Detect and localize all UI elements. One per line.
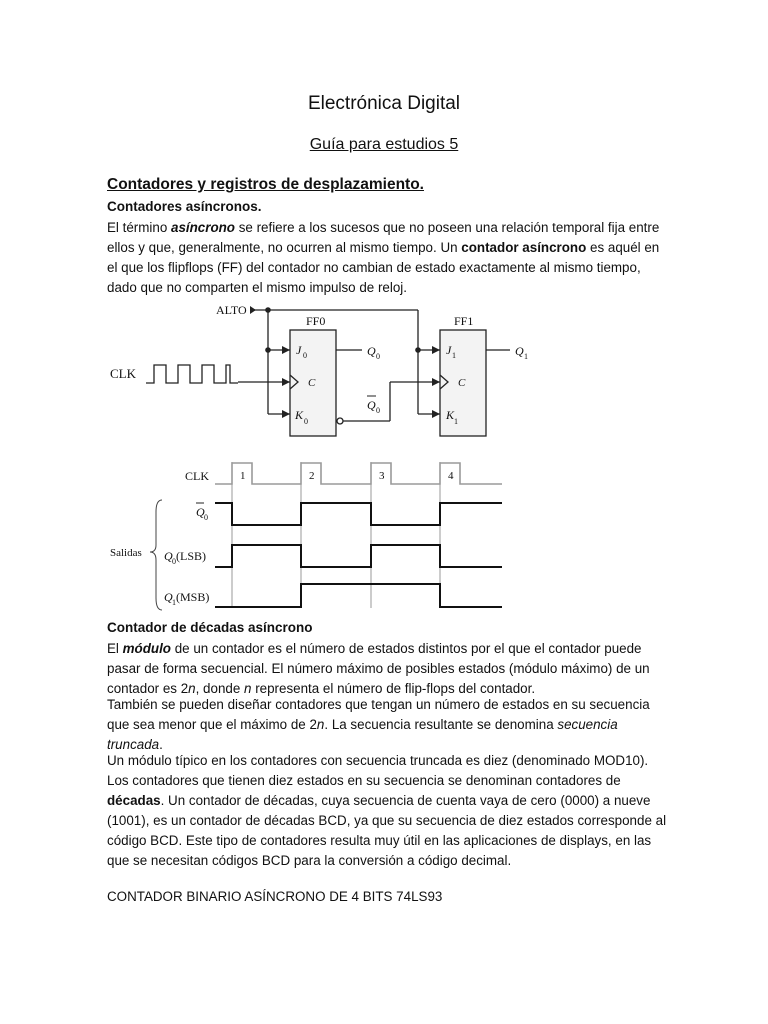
timing-q1-sub: 1 bbox=[172, 598, 176, 607]
q0-sub: 0 bbox=[376, 352, 380, 361]
k0-sub: 0 bbox=[304, 417, 308, 426]
timing-q1-tag: (MSB) bbox=[176, 590, 210, 604]
page-subtitle: Guía para estudios 5 bbox=[309, 136, 459, 153]
timing-q0bar-sub: 0 bbox=[204, 513, 208, 522]
page-title: Electrónica Digital bbox=[307, 93, 461, 114]
paragraph-modulo: El módulo de un contador es el número de estados distintos por el que el contador puede pasar de forma secuencial. El número máximo de posibles estados (módulo máximo) de un contador es 2n, donde n representa el número de flip-flops del contador. bbox=[107, 641, 650, 696]
paragraph-74ls93: CONTADOR BINARIO ASÍNCRONO DE 4 BITS 74LS93 bbox=[107, 889, 443, 904]
j1-sub: 1 bbox=[452, 351, 456, 360]
timing-q1-label: Q bbox=[164, 590, 173, 604]
ff0-label: FF0 bbox=[306, 314, 326, 328]
alto-label: ALTO bbox=[216, 303, 247, 317]
paragraph-mod10: Un módulo típico en los contadores con secuencia truncada es diez (denominado MOD10). Los contadores que tienen diez estados en su secuencia se denominan contadores de décadas. Un contador de décadas, cuya secuencia de cuenta vaya de cero (0000) a nueve (1001), es un contador de décadas BCD, ya que su secuencia de diez estados corresponde al código BCD. Este tipo de contadores resulta muy útil en las aplicaciones de displays, en las que se necesitan códigos BCD para la conversión a código decimal. bbox=[107, 753, 667, 868]
paragraph-asincrono: El término asíncrono se refiere a los sucesos que no poseen una relación temporal fija entre ellos y que, generalmente, no ocurren al mismo tiempo. Un contador asíncrono es aquél en el que los flipflops (FF) del contador no cambian de estado exactamente al mismo tiempo, dado que no comparten el mismo impulso de reloj. bbox=[107, 220, 660, 295]
pulse-label-1: 1 bbox=[240, 470, 246, 482]
q1-label: Q bbox=[515, 344, 524, 358]
j0-label: J bbox=[296, 343, 302, 357]
ff1-label: FF1 bbox=[454, 314, 474, 328]
salidas-label: Salidas bbox=[110, 547, 142, 559]
timing-q0bar-label: Q bbox=[196, 505, 205, 519]
clk-label: CLK bbox=[110, 366, 136, 381]
subsection-heading: Contadores asíncronos. bbox=[107, 199, 262, 214]
timing-clk-label: CLK bbox=[185, 469, 209, 483]
k0-label: K bbox=[295, 408, 304, 422]
timing-q0-label: Q bbox=[164, 549, 173, 563]
q0-label: Q bbox=[367, 344, 376, 358]
pulse-label-3: 3 bbox=[379, 470, 385, 482]
section-heading: Contadores y registros de desplazamiento. bbox=[107, 176, 424, 193]
q1-sub: 1 bbox=[524, 352, 528, 361]
decadas-heading: Contador de décadas asíncrono bbox=[107, 620, 313, 635]
j1-label: J bbox=[446, 343, 452, 357]
pulse-label-2: 2 bbox=[309, 470, 315, 482]
j0-sub: 0 bbox=[303, 351, 307, 360]
c0-label: C bbox=[308, 377, 316, 389]
timing-q0-tag: (LSB) bbox=[176, 549, 206, 563]
k1-sub: 1 bbox=[454, 417, 458, 426]
q0bar-sub: 0 bbox=[376, 406, 380, 415]
k1-label: K bbox=[446, 408, 455, 422]
q0bar-label: Q bbox=[367, 398, 376, 412]
timing-q0-sub: 0 bbox=[172, 557, 176, 566]
pulse-label-4: 4 bbox=[448, 470, 454, 482]
c1-label: C bbox=[458, 377, 466, 389]
paragraph-truncada: También se pueden diseñar contadores que tengan un número de estados en su secuencia que sea menor que el máximo de 2n. La secuencia resultante se denomina secuencia truncada. bbox=[107, 697, 650, 752]
